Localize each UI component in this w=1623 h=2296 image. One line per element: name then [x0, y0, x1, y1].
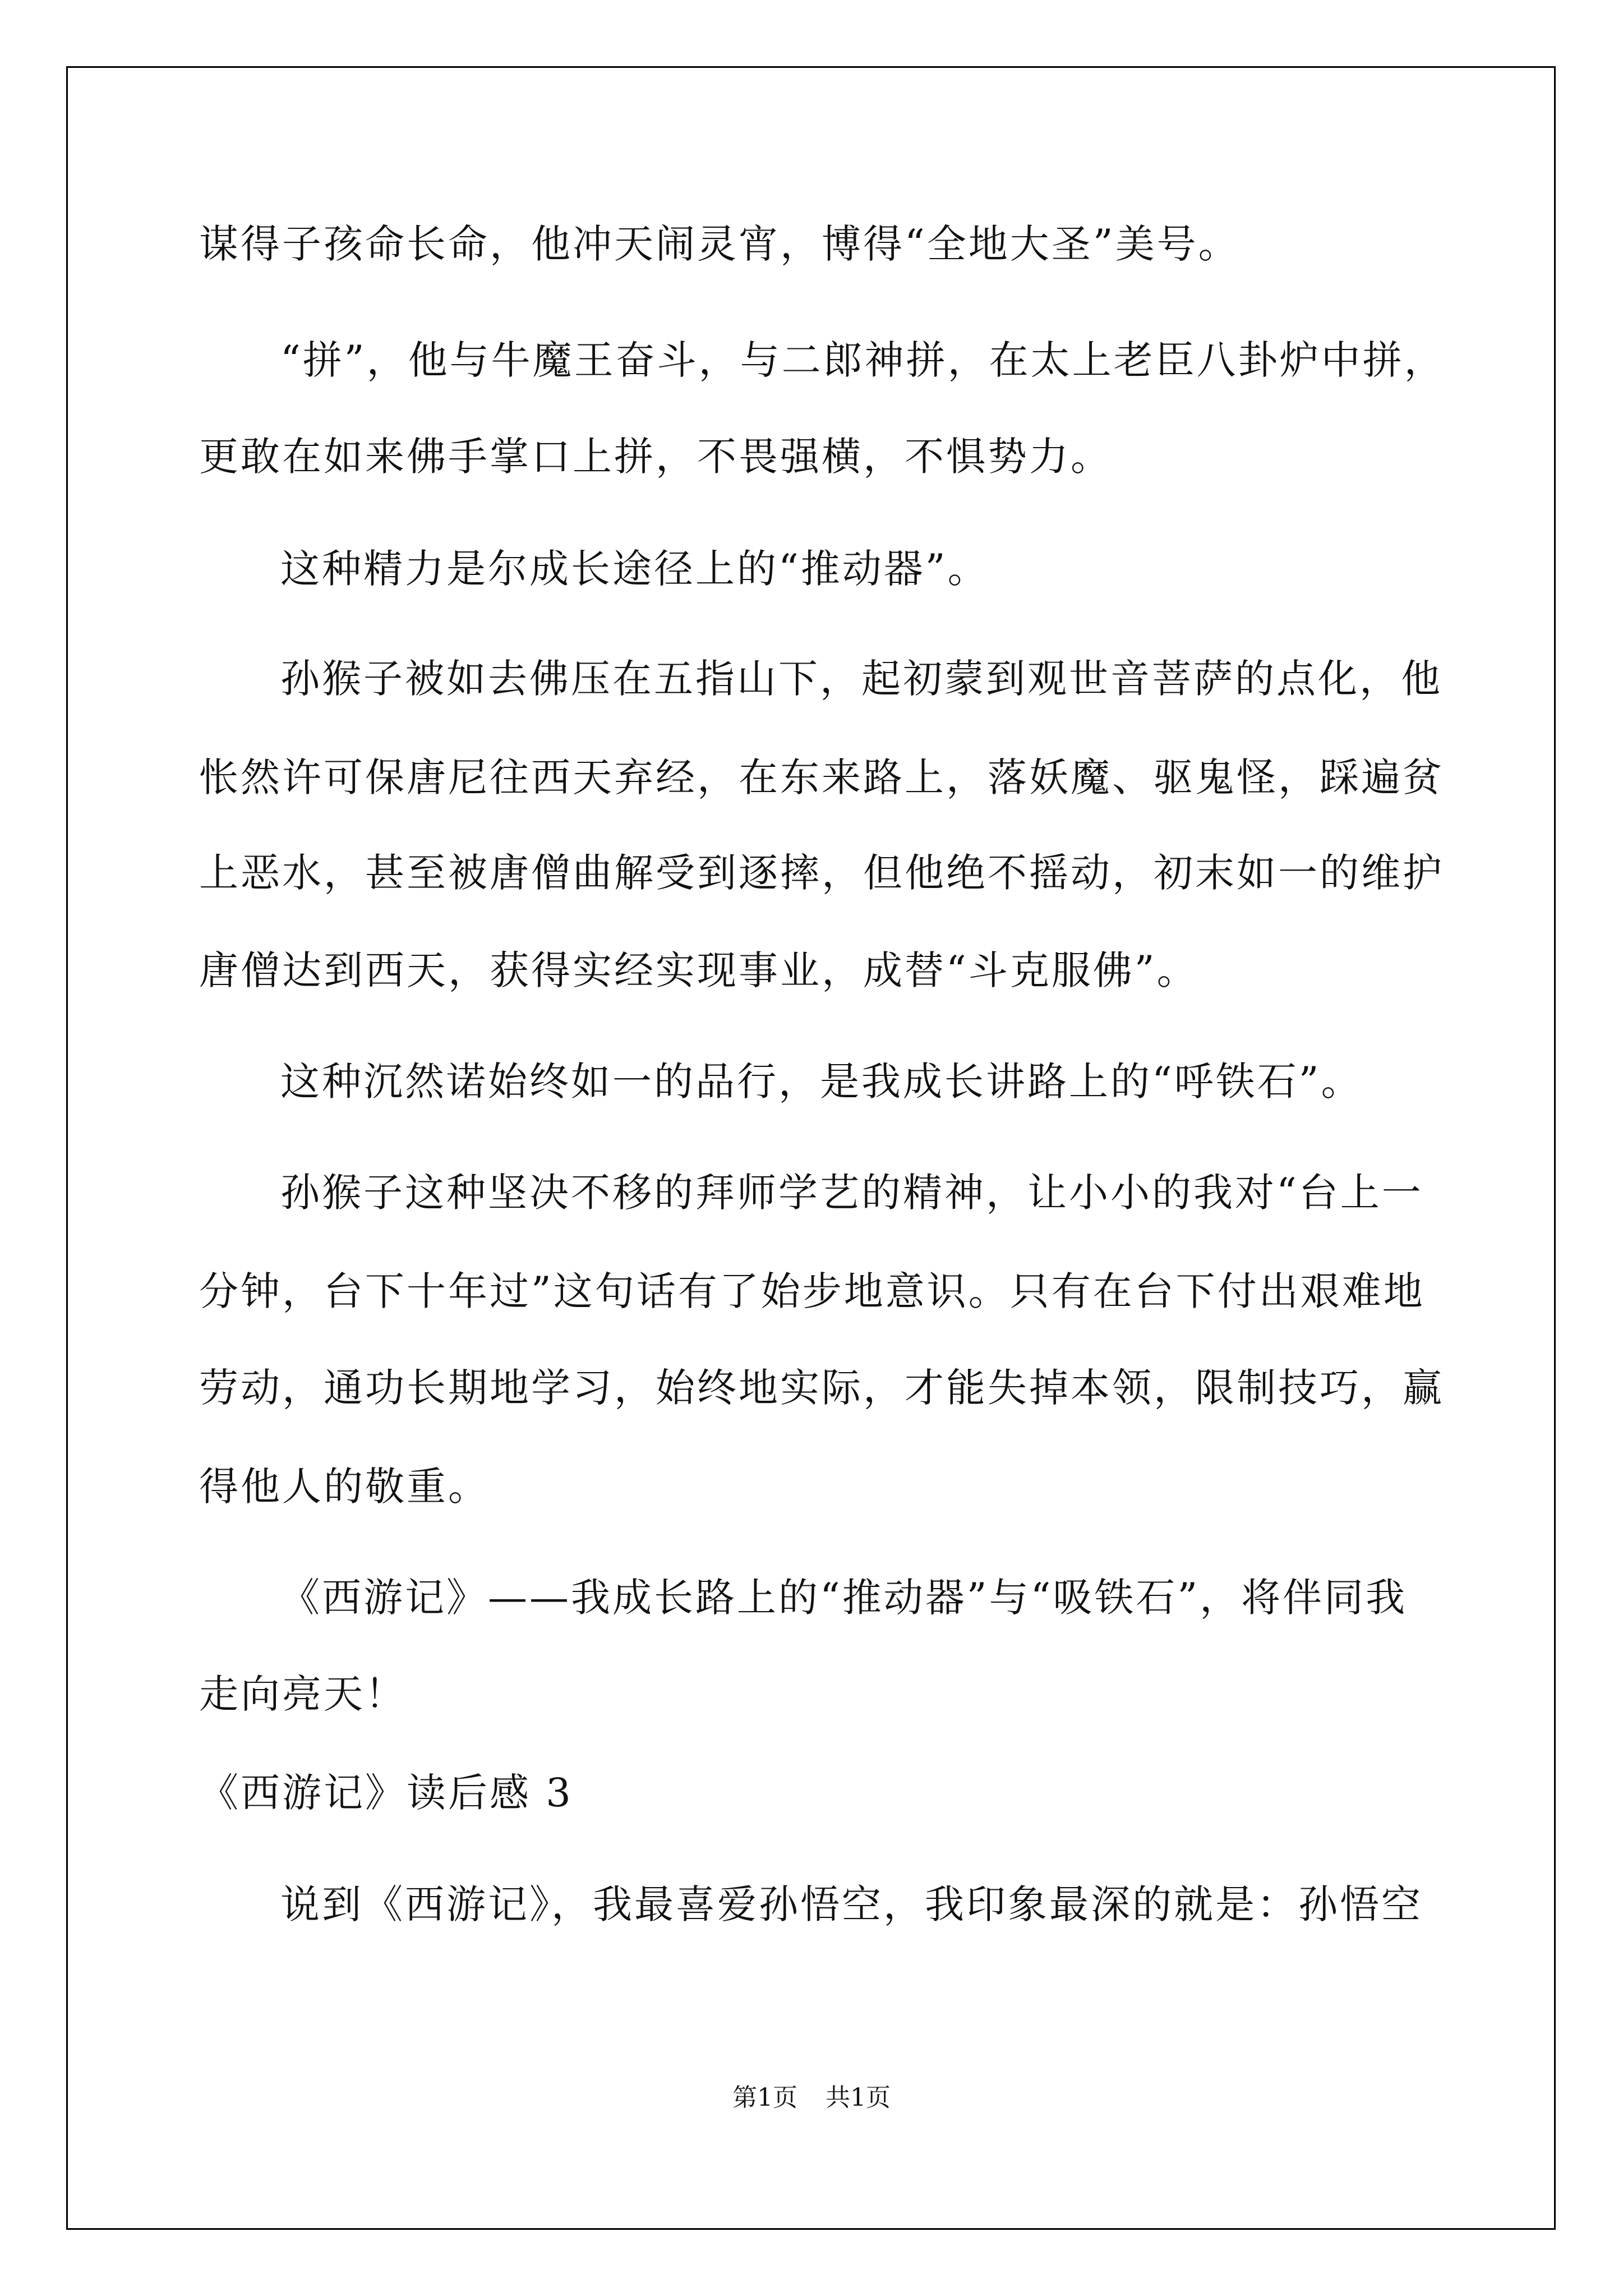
body-line-2: “拼”，他与牛魔王奋斗，与二郎神拼，在太上老臣八卦炉中拼， [280, 337, 1446, 383]
page-total: 共1页 [826, 2083, 891, 2112]
body-line-11: 分钟，台下十年过”这句话有了始步地意识。只有在台下付出艰难地 [199, 1268, 1425, 1314]
body-line-3: 更敢在如来佛手掌口上拼，不畏强横，不惧势力。 [199, 434, 1112, 480]
body-line-6: 怅然许可保唐尼往西天弃经，在东来路上，落妖魔、驱鬼怪，踩遍贫 [199, 754, 1444, 800]
section-heading: 《西游记》读后感 3 [199, 1770, 573, 1816]
body-line-15: 走向亮天！ [199, 1671, 407, 1717]
body-line-8: 唐僧达到西天，获得实经实现事业，成替“斗克服佛”。 [199, 947, 1198, 993]
page-number: 第1页 [732, 2083, 797, 2112]
body-line-5: 孙猴子被如去佛压在五指山下，起初蒙到观世音菩萨的点化，他 [280, 656, 1442, 702]
body-line-7: 上恶水，甚至被唐僧曲解受到逐摔，但他绝不摇动，初末如一的维护 [199, 850, 1444, 896]
body-line-4: 这种精力是尔成长途径上的“推动器”。 [280, 546, 989, 592]
page-footer [0, 2081, 1623, 2115]
body-line-17: 说到《西游记》，我最喜爱孙悟空，我印象最深的就是：孙悟空 [280, 1881, 1423, 1927]
body-line-9: 这种沉然诺始终如一的品行，是我成长讲路上的“呼铁石”。 [280, 1059, 1363, 1105]
body-line-14: 《西游记》——我成长路上的“推动器”与“吸铁石”，将伴同我 [280, 1575, 1408, 1621]
body-line-1: 谋得子孩命长命，他冲天闹灵宵，博得“全地大圣”美号。 [199, 221, 1240, 267]
body-line-13: 得他人的敬重。 [199, 1464, 490, 1510]
body-line-10: 孙猴子这种坚决不移的拜师学艺的精神，让小小的我对“台上一 [280, 1170, 1423, 1216]
body-line-12: 劳动，通功长期地学习，始终地实际，才能失掉本领，限制技巧，赢 [199, 1365, 1444, 1411]
